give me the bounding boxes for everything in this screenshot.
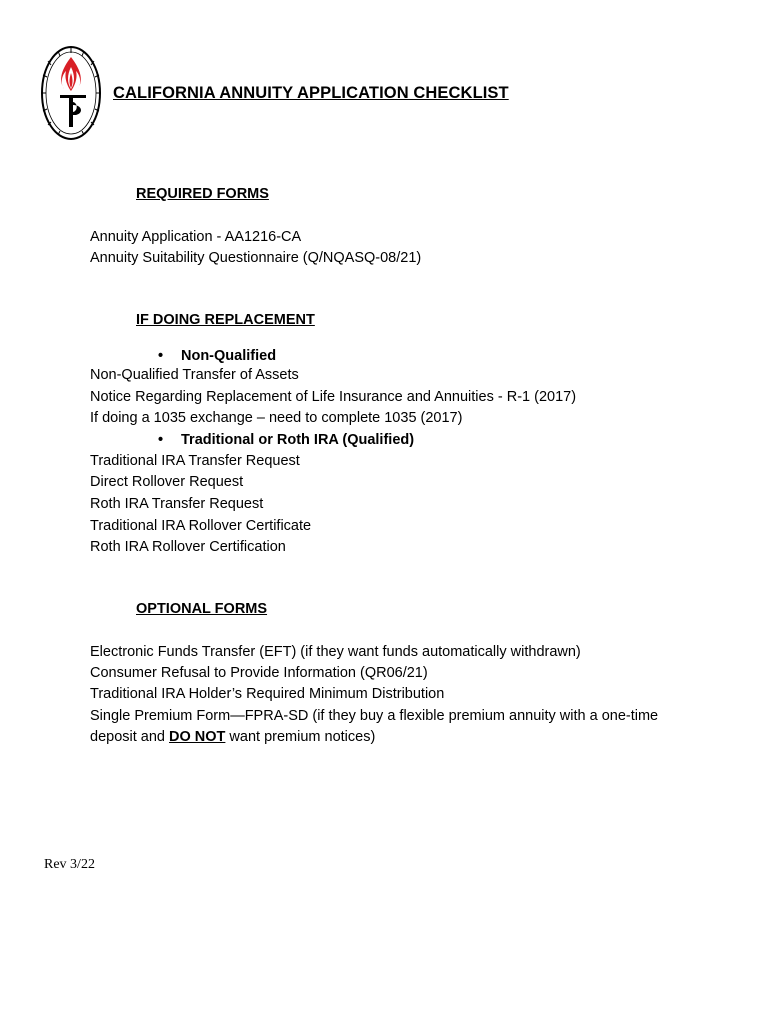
optional-form-item-continued: [90, 729, 375, 745]
bullet-non-qualified: [158, 348, 276, 364]
text-span: deposit and: [90, 729, 170, 745]
text-span: want premium notices): [225, 729, 376, 745]
bullet-dot-icon: •: [158, 348, 164, 364]
required-form-item: Annuity Application - AA1216-CA: [90, 229, 302, 245]
required-forms-heading: REQUIRED FORMS: [136, 186, 269, 202]
optional-form-item: Single Premium Form—FPRA-SD (if they buy a flexible premium annuity with a one-time: [90, 708, 659, 724]
required-form-item: Annuity Suitability Questionnaire (Q/NQASQ-08/21): [90, 250, 422, 266]
bullet-qualified: [158, 432, 414, 448]
replacement-form-item: Direct Rollover Request: [90, 474, 244, 490]
optional-form-item: Traditional IRA Holder’s Required Minimum Distribution: [90, 686, 445, 702]
revision-label: Rev 3/22: [44, 857, 95, 872]
optional-form-item: Consumer Refusal to Provide Information (QR06/21): [90, 665, 428, 681]
replacement-form-item: Roth IRA Transfer Request: [90, 496, 264, 512]
do-not-emphasis: DO NOT: [169, 729, 226, 745]
bullet-label: Non-Qualified: [181, 348, 277, 364]
bullet-label: Traditional or Roth IRA (Qualified): [181, 432, 415, 448]
optional-form-item: Electronic Funds Transfer (EFT) (if they want funds automatically withdrawn): [90, 644, 581, 660]
optional-forms-heading: OPTIONAL FORMS: [136, 601, 268, 617]
page-title: CALIFORNIA ANNUITY APPLICATION CHECKLIST: [113, 84, 509, 102]
replacement-form-item: If doing a 1035 exchange – need to complete 1035 (2017): [90, 410, 463, 426]
bullet-dot-icon: •: [158, 432, 164, 448]
replacement-form-item: Traditional IRA Transfer Request: [90, 453, 300, 469]
replacement-form-item: Notice Regarding Replacement of Life Insurance and Annuities - R-1 (2017): [90, 389, 577, 405]
replacement-form-item: Traditional IRA Rollover Certificate: [90, 518, 312, 534]
replacement-form-item: Non-Qualified Transfer of Assets: [90, 367, 299, 383]
replacement-heading: IF DOING REPLACEMENT: [136, 312, 315, 328]
flame-p-emblem-icon: [40, 45, 102, 141]
replacement-form-item: Roth IRA Rollover Certification: [90, 539, 286, 555]
